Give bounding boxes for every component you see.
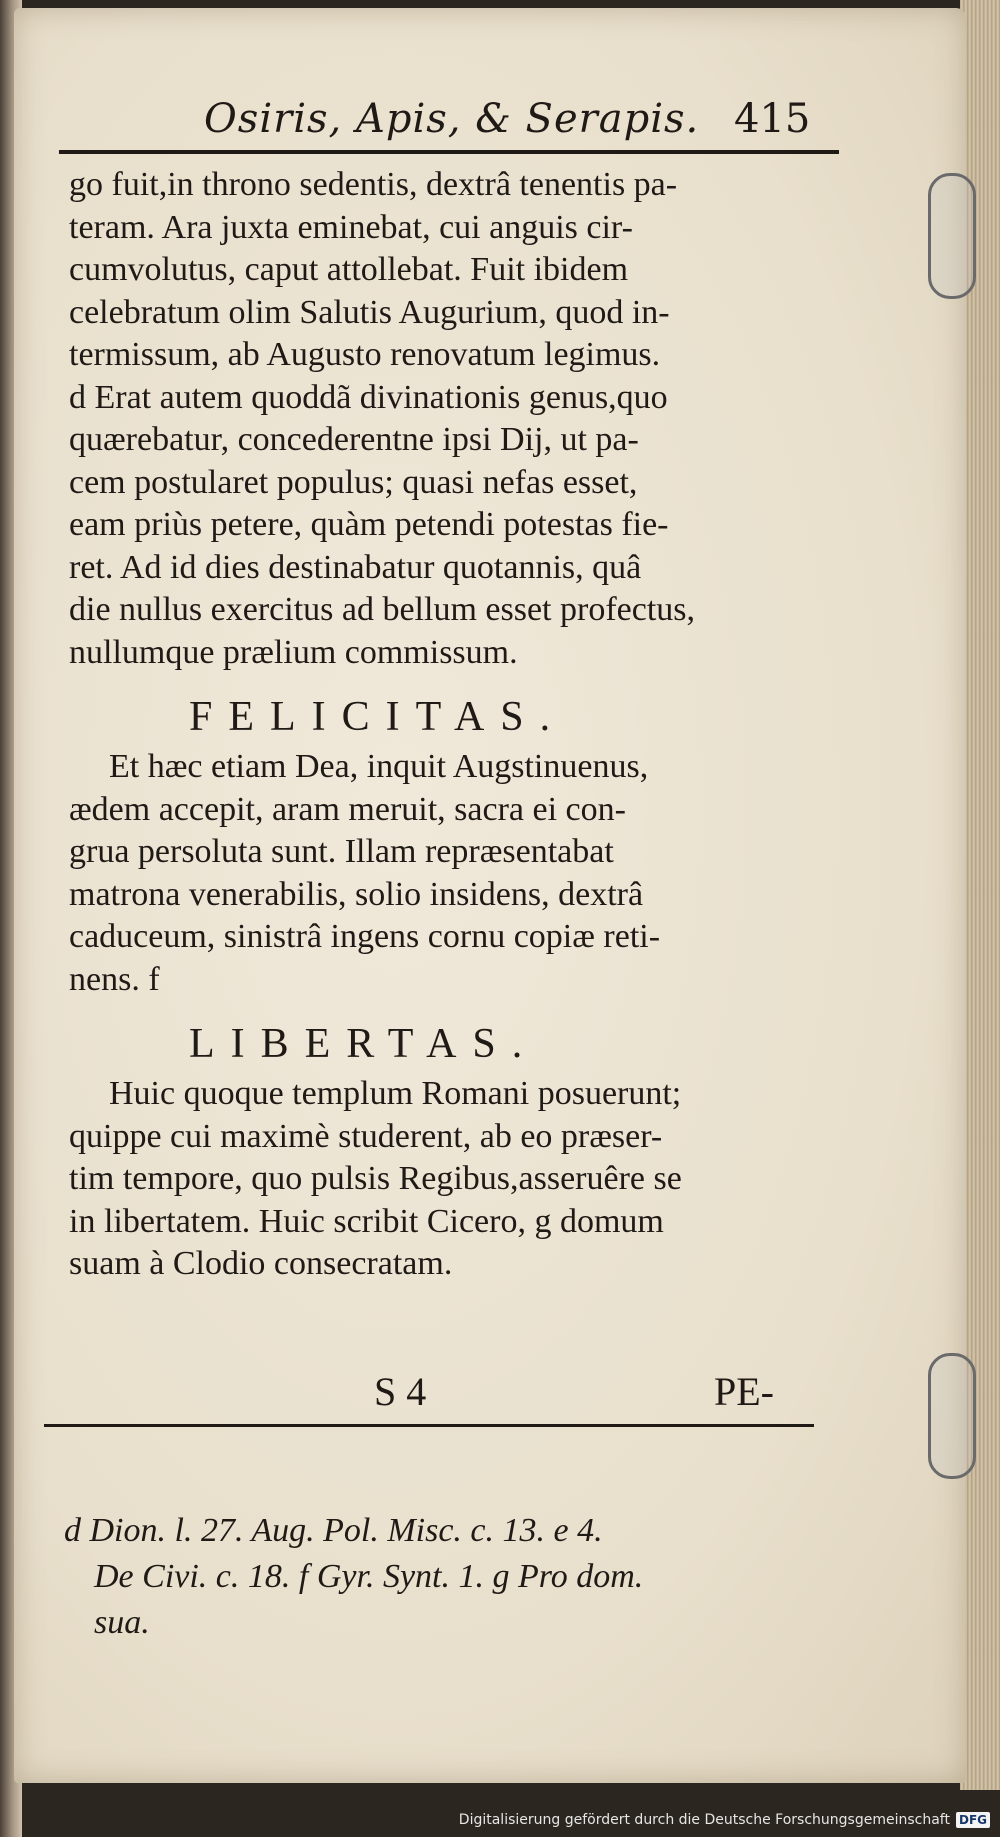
text-line: grua persoluta sunt. Illam repræsentabat xyxy=(69,833,614,870)
text-line: nens. f xyxy=(69,960,160,998)
footnote-line: d Dion. l. 27. Aug. Pol. Misc. c. 13. e 4. xyxy=(64,1512,603,1549)
text-line: celebratum olim Salutis Augurium, quod in- xyxy=(69,293,670,331)
page-clip-top xyxy=(928,173,976,299)
text-line: matrona venerabilis, solio insidens, dextrâ xyxy=(69,875,644,913)
text-line: caduceum, sinistrâ ingens cornu copiæ reti- xyxy=(69,918,661,955)
text-line: tim tempore, quo pulsis Regibus,asseruêre se xyxy=(69,1160,682,1197)
text-line: in libertatem. Huic scribit Cicero, g domum xyxy=(69,1202,664,1240)
text-line: cumvolutus, caput attollebat. Fuit ibidem xyxy=(69,251,629,288)
text-line: quærebatur, concederentne ipsi Dij, ut pa- xyxy=(69,421,639,458)
text-line: die nullus exercitus ad bellum esset profectus, xyxy=(69,591,695,628)
page-number: 415 xyxy=(734,96,811,142)
text-line: go fuit,in throno sedentis, dextrâ tenentis pa- xyxy=(69,166,678,203)
text-line: Et hæc etiam Dea, inquit Augstinuenus, xyxy=(109,748,649,785)
digitization-credit xyxy=(430,1803,1000,1837)
section-heading-libertas: LIBERTAS. xyxy=(189,1021,539,1067)
text-line: nullumque prælium commissum. xyxy=(69,633,518,671)
paragraph-felicitas xyxy=(69,746,839,1001)
paragraph-libertas xyxy=(69,1073,839,1286)
main-text xyxy=(69,164,839,1286)
paragraph-salus xyxy=(69,164,839,674)
book-page xyxy=(14,8,966,1783)
signature-mark: S 4 xyxy=(374,1369,427,1414)
text-line: suam à Clodio consecratam. xyxy=(69,1245,453,1282)
footnote-line: De Civi. c. 18. f Gyr. Synt. 1. g Pro dom. xyxy=(94,1558,644,1595)
dfg-logo: DFG xyxy=(956,1812,990,1828)
section-heading-felicitas: FELICITAS. xyxy=(189,694,567,740)
text-line: Huic quoque templum Romani posuerunt; xyxy=(109,1075,682,1112)
footnote-rule xyxy=(44,1424,814,1427)
text-line: teram. Ara juxta eminebat, cui anguis cir- xyxy=(69,208,633,246)
text-line: d Erat autem quoddã divinationis genus,quo xyxy=(69,378,668,416)
text-line: eam priùs petere, quàm petendi potestas fie- xyxy=(69,506,669,543)
text-line: termissum, ab Augusto renovatum legimus. xyxy=(69,336,661,373)
text-line: cem postularet populus; quasi nefas esset, xyxy=(69,463,638,501)
catchword: PE- xyxy=(714,1369,774,1414)
footnote-line: sua. xyxy=(94,1604,150,1641)
running-head: Osiris, Apis, & Serapis. xyxy=(204,96,700,142)
text-line: ædem accepit, aram meruit, sacra ei con- xyxy=(69,790,626,828)
credit-text: Digitalisierung gefördert durch die Deutsche Forschungsgemeinschaft xyxy=(458,1812,950,1828)
footnotes xyxy=(64,1508,824,1646)
header-rule xyxy=(59,150,839,154)
text-line: quippe cui maximè studerent, ab eo præser- xyxy=(69,1117,663,1155)
page-clip-bottom xyxy=(928,1353,976,1479)
text-line: ret. Ad id dies destinabatur quotannis, quâ xyxy=(69,548,642,586)
